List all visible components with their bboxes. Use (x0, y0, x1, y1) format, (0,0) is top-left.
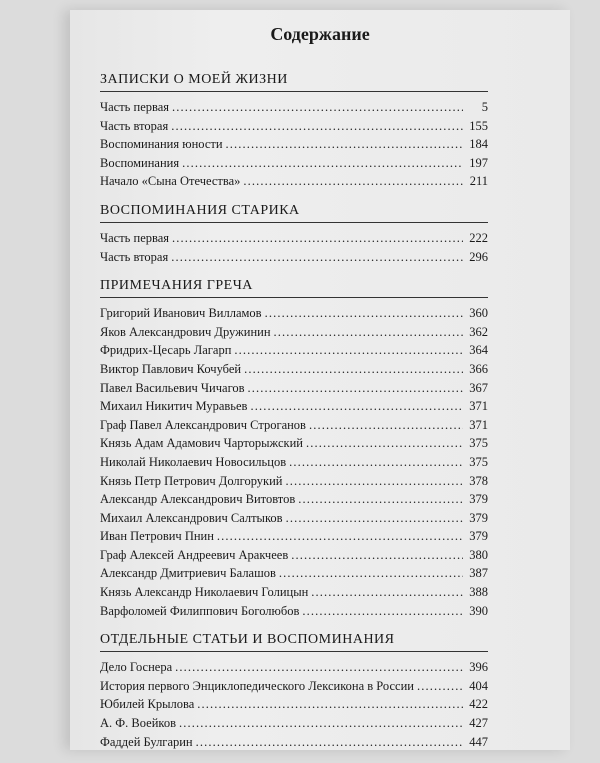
section-title: ВОСПОМИНАНИЯ СТАРИКА (100, 203, 488, 223)
leader-dots (306, 434, 463, 453)
toc-entry (100, 172, 488, 191)
entry-page: 379 (469, 510, 488, 525)
entry-title: Фридрих-Цесарь Лагарп (100, 343, 232, 358)
entry-page: 379 (469, 492, 488, 507)
leader-dots (286, 509, 463, 528)
section-title: ПРИМЕЧАНИЯ ГРЕЧА (100, 278, 488, 298)
entry-page: 184 (469, 137, 488, 152)
toc-section (100, 203, 488, 266)
entry-title: Князь Адам Адамович Чарторыжский (100, 436, 303, 451)
toc-entry (100, 98, 488, 117)
leader-dots (309, 416, 463, 435)
leader-dots (279, 564, 463, 583)
toc-entry (100, 583, 488, 602)
entry-page: 379 (469, 529, 488, 544)
entry-title: Юбилей Крылова (100, 697, 195, 712)
leader-dots (196, 733, 463, 752)
leader-dots (171, 248, 463, 267)
entry-page: 427 (469, 716, 488, 731)
entry-page: 375 (469, 436, 488, 451)
entry-page: 371 (469, 399, 488, 414)
entry-title: Яков Александрович Дружинин (100, 324, 271, 339)
entry-title: А. Ф. Воейков (100, 716, 176, 731)
entry-title: Дело Госнера (100, 660, 173, 675)
toc-entry (100, 323, 488, 342)
entry-title: Часть вторая (100, 118, 169, 133)
toc-entry (100, 341, 488, 360)
leader-dots (172, 229, 463, 248)
section-title: ЗАПИСКИ О МОЕЙ ЖИЗНИ (100, 72, 488, 92)
entry-page: 447 (469, 734, 488, 749)
leader-dots (265, 304, 463, 323)
toc-entry (100, 677, 488, 696)
entry-title: Князь Александр Николаевич Голицын (100, 585, 309, 600)
leader-dots (291, 546, 463, 565)
entry-title: Павел Васильевич Чичагов (100, 380, 245, 395)
entry-title: Фаддей Булгарин (100, 734, 193, 749)
entry-page: 364 (469, 343, 488, 358)
toc-entry (100, 490, 488, 509)
leader-dots (311, 583, 463, 602)
toc-entry (100, 117, 488, 136)
leader-dots (302, 602, 463, 621)
toc-entry (100, 695, 488, 714)
entry-page: 387 (469, 566, 488, 581)
entry-page: 388 (469, 585, 488, 600)
entry-page: 366 (469, 361, 488, 376)
entry-title: Граф Павел Александрович Строганов (100, 417, 306, 432)
leader-dots (182, 154, 463, 173)
entry-title: Иван Петрович Пнин (100, 529, 214, 544)
entry-page: 404 (469, 678, 488, 693)
leader-dots (289, 453, 463, 472)
leader-dots (250, 397, 463, 416)
toc-entry (100, 564, 488, 583)
leader-dots (417, 677, 463, 696)
entry-title: Варфоломей Филиппович Боголюбов (100, 603, 300, 618)
toc-entry (100, 434, 488, 453)
toc-entry (100, 453, 488, 472)
entry-page: 211 (469, 174, 488, 189)
entry-title: Князь Петр Петрович Долгорукий (100, 473, 283, 488)
entry-page: 371 (469, 417, 488, 432)
leader-dots (217, 527, 463, 546)
leader-dots (172, 98, 463, 117)
entry-title: Григорий Иванович Вилламов (100, 306, 262, 321)
toc-entry (100, 546, 488, 565)
toc-entry (100, 733, 488, 752)
entry-page: 375 (469, 454, 488, 469)
toc-entry (100, 248, 488, 267)
leader-dots (248, 379, 463, 398)
page-title: Содержание (270, 24, 370, 44)
leader-dots (171, 117, 463, 136)
entry-page: 422 (469, 697, 488, 712)
entry-page: 362 (469, 324, 488, 339)
toc-entry (100, 229, 488, 248)
entry-title: Начало «Сына Отечества» (100, 174, 241, 189)
toc-entry (100, 397, 488, 416)
toc-entry (100, 154, 488, 173)
section-title: ОТДЕЛЬНЫЕ СТАТЬИ И ВОСПОМИНАНИЯ (100, 632, 488, 652)
toc-entry (100, 509, 488, 528)
leader-dots (243, 172, 463, 191)
entry-title: Николай Николаевич Новосильцов (100, 454, 287, 469)
entry-title: Виктор Павлович Кочубей (100, 361, 242, 376)
entry-title: Михаил Никитич Муравьев (100, 399, 248, 414)
toc-section (100, 72, 488, 191)
entry-title: Часть вторая (100, 249, 169, 264)
leader-dots (234, 341, 463, 360)
entry-page: 360 (469, 306, 488, 321)
toc-section (100, 278, 488, 620)
toc-entry (100, 360, 488, 379)
leader-dots (175, 658, 463, 677)
toc-entry (100, 379, 488, 398)
entry-title: Часть первая (100, 230, 170, 245)
leader-dots (179, 714, 463, 733)
entry-page: 155 (469, 118, 488, 133)
leader-dots (226, 135, 463, 154)
toc-entry (100, 714, 488, 733)
entry-page: 378 (469, 473, 488, 488)
entry-page: 296 (469, 249, 488, 264)
entry-title: История первого Энциклопедического Лексикона в России (100, 678, 414, 693)
toc-section (100, 632, 488, 751)
entry-title: Александр Александрович Витовтов (100, 492, 296, 507)
toc-entry (100, 527, 488, 546)
entry-page: 222 (469, 230, 488, 245)
entry-page: 367 (469, 380, 488, 395)
entry-title: Граф Алексей Андреевич Аракчеев (100, 547, 289, 562)
toc-entry (100, 304, 488, 323)
leader-dots (286, 472, 463, 491)
leader-dots (274, 323, 463, 342)
toc-entry (100, 416, 488, 435)
entry-page: 380 (469, 547, 488, 562)
entry-page: 5 (481, 100, 488, 114)
entry-title: Михаил Александрович Салтыков (100, 510, 283, 525)
entry-page: 396 (469, 660, 488, 675)
entry-page: 197 (469, 155, 488, 170)
leader-dots (244, 360, 463, 379)
book-page (70, 10, 570, 750)
toc-entry (100, 472, 488, 491)
toc-entry (100, 135, 488, 154)
toc-entry (100, 602, 488, 621)
entry-title: Александр Дмитриевич Балашов (100, 566, 276, 581)
table-of-contents (100, 72, 488, 763)
leader-dots (298, 490, 463, 509)
entry-title: Воспоминания юности (100, 137, 223, 152)
entry-page: 390 (469, 603, 488, 618)
entry-title: Часть первая (100, 100, 170, 114)
entry-title: Воспоминания (100, 155, 180, 170)
leader-dots (197, 695, 463, 714)
toc-entry (100, 658, 488, 677)
